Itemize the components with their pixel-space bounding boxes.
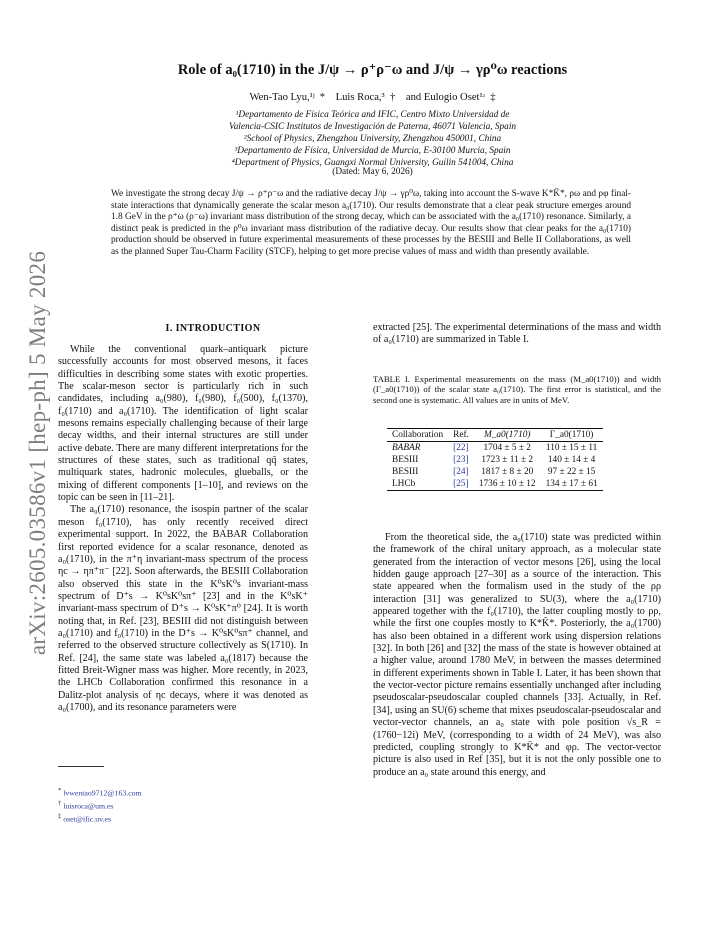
theory-paragraph: From the theoretical side, the a₀(1710) state was predicted within the framework of the chiral unitary approach, as a molecular state generated from the interaction of vector mesons [26], using the local hidden gauge approach [27–30] as a source of the interaction. This state appeared when the formalism used in the study of the ρρ interaction [31] was generalized to SU(3), where the a₀(1710) appeared together with the f₀(1710), the latter coupling mostly to ρρ, while the first one couples mostly to K*K̄*. Posteriorly, the a₀(1700) has also been obtained in a different work using dispersion relations [32]. In both [26] and [32] the mass of the state is however obtained at a higher value, around 1780 MeV, in between the masses determined in different experiments shown in Table I. Later, it has been shown that the vector-vector picture remains essentially unchanged after including pseudoscalar-pseudoscalar coupled channels [33]. Actually, in Ref. [34], using an SU(6) scheme that mixes pseudoscalar-pseudoscalar and vector-vector channels, an a₀ state with pole position √s_R = (1760−12i) MeV, (corresponding to a width of 24 MeV), was also predicted, coupling strongly to K*K̄* and φρ. The vector-vector picture is also used in Ref [35], but it is not the only possible one to produce an a₀ state around this energy, and bbox=[373, 532, 661, 778]
footnote-email[interactable]: ‡ oset@ific.uv.es bbox=[58, 813, 112, 824]
table-cell: LHCb bbox=[387, 478, 448, 491]
table-header: M_a0(1710) bbox=[474, 429, 541, 442]
table-cell: BESIII bbox=[392, 455, 419, 465]
right-column-top bbox=[373, 322, 661, 347]
table-cell: 110 ± 15 ± 11 bbox=[545, 443, 598, 453]
table-cell: 1704 ± 5 ± 2 bbox=[483, 443, 531, 453]
table-header: Collaboration bbox=[387, 429, 448, 442]
affiliation-line: ³Departamento de Física, Universidad de Murcia, E-30100 Murcia, Spain bbox=[234, 146, 511, 156]
table-caption: TABLE I. Experimental measurements on the mass (M_a0(1710)) and width (Γ_a0(1710)) of the scalar state a₀(1710). The first error is statistical, and the second one is systematic. All values are in units of MeV. bbox=[373, 374, 661, 405]
table-cell: BABAR bbox=[392, 443, 421, 453]
affiliation-line: Valencia-CSIC Institutos de Investigación de Paterna, 46071 Valencia, Spain bbox=[228, 122, 517, 132]
footnote-rule bbox=[58, 766, 104, 767]
right-column-body bbox=[373, 532, 661, 779]
table-cell-ref[interactable]: [24] bbox=[453, 467, 469, 477]
section-heading-introduction: I. INTRODUCTION bbox=[165, 323, 261, 334]
table-row bbox=[387, 478, 603, 491]
table-cell: 134 ± 17 ± 61 bbox=[541, 478, 603, 491]
footnote-email[interactable]: * lvwentao9712@163.com bbox=[58, 787, 142, 798]
abstract: We investigate the strong decay J/ψ → ρ⁺ρ⁻ω and the radiative decay J/ψ → γρ⁰ω, taking into account the S-wave K*K̄*, ρω and ρφ final-state interactions that dynamically generate the scalar meson a₀(1710). Our results demonstrate that a clear peak structure emerges around 1.8 GeV in the ρ⁺ω (ρ⁻ω) invariant mass distribution of the strong decay, which can be associated with the a₀(1710) resonance. Similarly, a distinct peak is predicted in the ρ⁰ω invariant mass distribution of the radiative decay. Our results show that clear peaks for the a₀(1710) production should be observed in future experimental measurements of these processes by the BESIII and Belle II Collaborations, as well as the planned Super Tau-Charm Facility (STCF), helping to get more precise values of mass and width than presently available. bbox=[111, 189, 631, 257]
table-header: Γ_a0(1710) bbox=[541, 429, 603, 442]
table-cell: 1817 ± 8 ± 20 bbox=[481, 467, 534, 477]
paper-title: Role of a₀(1710) in the J/ψ → ρ⁺ρ⁻ω and J/ψ → γρ⁰ω reactions bbox=[177, 62, 568, 78]
affiliation-line: ⁴Department of Physics, Guangxi Normal University, Guilin 541004, China bbox=[231, 158, 514, 168]
table-cell: 97 ± 22 ± 15 bbox=[547, 467, 596, 477]
footnote-email[interactable]: † luisroca@um.es bbox=[58, 800, 114, 811]
table-header: Ref. bbox=[448, 429, 474, 442]
intro-paragraph: While the conventional quark–antiquark picture successfully accounts for most observed mesons, it faces difficulties in describing some states with exotic properties. The scalar-meson sector is particularly rich in such candidates, including a₀(980), f₀(980), f₀(500), f₀(1370), f₀(1710) and a₀(1710). The identification of light scalar mesons remains especially challenging because of their large decay widths, and their internal structures are still under active debate. There are many different interpretations for the structures of these states, such as traditional qq̄ states, multiquark states, hadronic molecules, glueballs, or the mixing of different components [1–10], and reviews on the topic can be seen in [11–21]. bbox=[58, 344, 308, 504]
left-column bbox=[58, 344, 308, 714]
arxiv-id-text: arXiv:2605.03586v1 [hep-ph] 5 May 2026 bbox=[25, 250, 50, 656]
footnotes bbox=[58, 786, 308, 825]
table-cell: 140 ± 14 ± 4 bbox=[547, 455, 596, 465]
table-row bbox=[387, 454, 603, 466]
table-cell-ref[interactable]: [25] bbox=[448, 478, 474, 491]
author-list: Wen-Tao Lyu,¹ʲ * Luis Roca,³ † and Eulogio Oset¹ʴ ‡ bbox=[249, 92, 496, 103]
right-top-text: extracted [25]. The experimental determinations of the mass and width of a₀(1710) are summarized in Table I. bbox=[373, 322, 661, 346]
affiliation-line: ¹Departamento de Física Teórica and IFIC, Centro Mixto Universidad de bbox=[235, 110, 510, 120]
date-line: (Dated: May 6, 2026) bbox=[332, 167, 413, 177]
table-row bbox=[387, 466, 603, 478]
table-cell: 1723 ± 11 ± 2 bbox=[481, 455, 534, 465]
affiliation-line: ²School of Physics, Zhengzhou University, Zhengzhou 450001, China bbox=[243, 134, 502, 144]
table-row bbox=[387, 442, 603, 455]
table-cell: BESIII bbox=[392, 467, 419, 477]
table-cell: 1736 ± 10 ± 12 bbox=[474, 478, 541, 491]
table-cell-ref[interactable]: [23] bbox=[453, 455, 469, 465]
intro-paragraph: The a₀(1710) resonance, the isospin partner of the scalar meson f₀(1710), has only recently received direct experimental support. In 2022, the BABAR Collaboration first reported evidence for a scalar resonance, denoted as a₀(1710), in the π⁺η invariant-mass spectrum of the process ηc → ηπ⁺π⁻ [22]. Soon afterwards, the BESIII Collaboration also observed this state in the K⁰sK⁰s invariant-mass spectrum of D⁺s → K⁰sK⁰sπ⁺ [23] and in the K⁰sK⁺ invariant-mass spectrum of D⁺s → K⁰sK⁺π⁰ [24]. It is worth noting that, in Ref. [23], BESIII did not distinguish between a₀(1710) and f₀(1710) in the D⁺s → K⁰sK⁰sπ⁺ channel, and referred to the observed structure collectively as S(1710). In Ref. [24], the same state was labeled a₀(1817) because the fitted Breit-Wigner mass was higher. More recently, in 2023, the LHCb Collaboration confirmed this resonance in a Dalitz-plot analysis of ηc decays, where it was denoted as a₀(1700), and its resonance parameters were bbox=[58, 504, 308, 713]
measurements-table bbox=[387, 428, 603, 491]
table-cell-ref[interactable]: [22] bbox=[453, 443, 469, 453]
